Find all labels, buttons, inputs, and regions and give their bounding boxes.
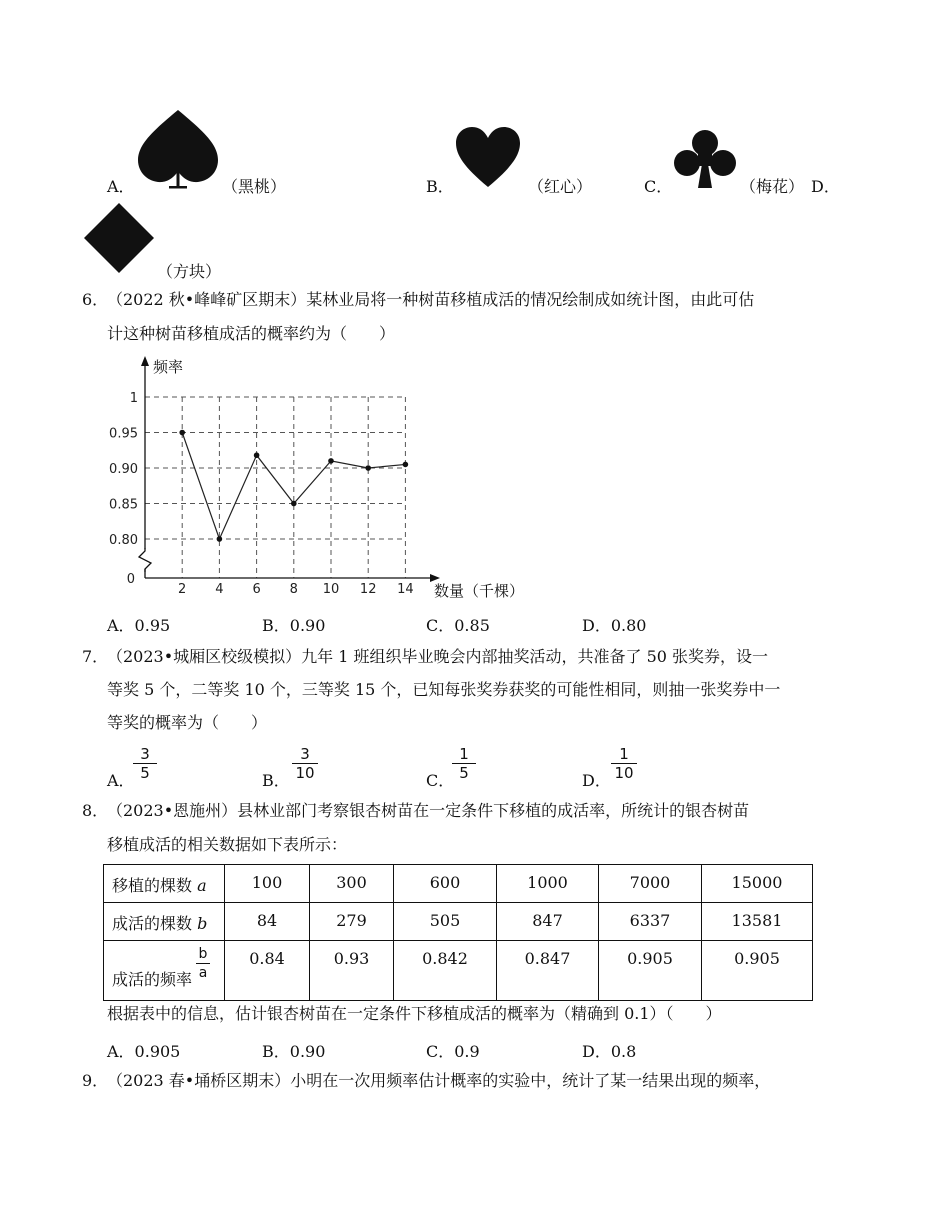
option-b-label: B． <box>426 177 454 196</box>
question-6-line-2: 计这种树苗移植成活的概率约为（ ） <box>107 324 396 343</box>
table-cell: 300 <box>310 865 394 903</box>
question-7-option-b-fraction <box>292 745 318 782</box>
table-cell: 0.842 <box>394 941 497 1001</box>
question-9-number: 9． <box>82 1071 109 1090</box>
x-tick-label: 14 <box>397 582 414 597</box>
question-8-option-b: B．0.90 <box>262 1042 326 1061</box>
table-row <box>104 865 813 903</box>
question-7-option-a-fraction <box>133 745 157 782</box>
table-cell: 0.905 <box>599 941 702 1001</box>
fraction-numerator: 1 <box>452 745 476 764</box>
y-tick-label: 0.95 <box>109 426 138 442</box>
table-header-cell <box>104 903 225 941</box>
y-tick-label: 0.90 <box>109 462 138 477</box>
y-tick-label: 0.85 <box>109 497 138 513</box>
heart-icon <box>454 125 522 189</box>
x-tick-label: 4 <box>215 582 224 597</box>
data-point <box>403 462 409 468</box>
table-cell: 15000 <box>702 865 813 903</box>
table-row <box>104 941 813 1001</box>
x-axis-arrow <box>430 574 440 582</box>
data-point <box>179 430 185 436</box>
data-point <box>365 465 371 471</box>
club-icon <box>672 128 738 190</box>
table-header-cell <box>104 941 225 1001</box>
question-8-line-1: （2023•恩施州）县林业部门考察银杏树苗在一定条件下移植的成活率，所统计的银杏树苗 <box>107 801 750 820</box>
x-tick-label: 2 <box>178 582 187 597</box>
x-tick-label: 10 <box>322 582 340 597</box>
question-8-number: 8． <box>82 801 109 820</box>
data-point <box>291 501 297 507</box>
option-c-text: （梅花） <box>740 177 805 196</box>
question-6-option-a: A．0.95 <box>107 616 171 635</box>
row-fraction <box>196 945 210 982</box>
option-d-text: （方块） <box>157 262 222 281</box>
question-6-number: 6． <box>82 290 109 309</box>
question-7-line-1: （2023•城厢区校级模拟）九年 1 班组织毕业晚会内部抽奖活动，共准备了 50 张奖券，设一 <box>107 647 769 666</box>
table-cell: 0.905 <box>702 941 813 1001</box>
table-cell: 0.84 <box>225 941 310 1001</box>
data-point <box>254 452 260 458</box>
y-tick-label: 1 <box>129 391 138 406</box>
fraction-denominator: 10 <box>295 764 315 782</box>
row-variable: a <box>197 876 207 895</box>
table-cell: 6337 <box>599 903 702 941</box>
row-label: 移植的棵数 <box>112 876 193 895</box>
table-cell: 100 <box>225 865 310 903</box>
y-tick-label: 0.80 <box>109 533 138 548</box>
y-axis-label: 频率 <box>153 358 184 376</box>
row-label: 成活的棵数 <box>112 914 193 933</box>
fraction-denominator: 10 <box>614 764 634 782</box>
option-c-label: C． <box>644 177 673 196</box>
question-7-option-a-label: A． <box>107 771 135 790</box>
fraction-denominator: a <box>198 965 208 981</box>
spade-icon <box>136 108 220 190</box>
option-a-text: （黑桃） <box>222 177 287 196</box>
frequency-line-chart <box>100 352 540 608</box>
question-8-option-c: C．0.9 <box>426 1042 480 1061</box>
question-7-option-c-fraction <box>452 745 476 782</box>
table-header-cell <box>104 865 225 903</box>
question-8-option-d: D．0.8 <box>582 1042 637 1061</box>
x-tick-label: 6 <box>252 582 261 597</box>
option-a-label: A． <box>107 177 135 196</box>
x-axis-label: 数量（千棵） <box>434 582 525 600</box>
option-b-text: （红心） <box>528 177 593 196</box>
survival-data-table <box>103 864 813 1001</box>
fraction-numerator: 3 <box>292 745 318 764</box>
row-variable: b <box>197 914 208 933</box>
question-8-after-table: 根据表中的信息，估计银杏树苗在一定条件下移植成活的概率为（精确到 0.1）（ ） <box>107 1004 722 1023</box>
question-6-option-b: B．0.90 <box>262 616 326 635</box>
table-cell: 279 <box>310 903 394 941</box>
option-d-label: D． <box>811 177 840 196</box>
question-9-line-1: （2023 春•埇桥区期末）小明在一次用频率估计概率的实验中，统计了某一结果出现的频率， <box>107 1071 771 1090</box>
question-7-option-c-label: C． <box>426 771 455 790</box>
question-7-line-3: 等奖的概率为（ ） <box>107 713 268 732</box>
question-7-option-d-fraction <box>611 745 637 782</box>
data-point <box>328 458 334 464</box>
table-cell: 0.93 <box>310 941 394 1001</box>
table-cell: 505 <box>394 903 497 941</box>
table-cell: 13581 <box>702 903 813 941</box>
fraction-numerator: b <box>196 945 210 964</box>
data-point <box>217 536 223 542</box>
fraction-denominator: 5 <box>140 764 150 782</box>
table-row <box>104 903 813 941</box>
question-7-option-d-label: D． <box>582 771 611 790</box>
fraction-numerator: 1 <box>611 745 637 764</box>
question-8-option-a: A．0.905 <box>107 1042 181 1061</box>
table-cell: 7000 <box>599 865 702 903</box>
x-tick-label: 12 <box>359 582 377 597</box>
fraction-denominator: 5 <box>459 764 469 782</box>
row-label: 成活的频率 <box>112 970 193 989</box>
question-7-number: 7． <box>82 647 109 666</box>
question-7-line-2: 等奖 5 个，二等奖 10 个，三等奖 15 个，已知每张奖券获奖的可能性相同，则抽一张奖券中一 <box>107 680 781 699</box>
table-cell: 84 <box>225 903 310 941</box>
question-6-option-d: D．0.80 <box>582 616 647 635</box>
question-7-option-b-label: B． <box>262 771 290 790</box>
table-cell: 847 <box>497 903 599 941</box>
x-tick-label: 8 <box>289 582 298 597</box>
axis-break-gap <box>139 549 151 569</box>
y-axis-arrow <box>141 356 149 366</box>
question-6-line-1: （2022 秋•峰峰矿区期末）某林业局将一种树苗移植成活的情况绘制成如统计图，由此可估 <box>107 290 755 309</box>
table-cell: 0.847 <box>497 941 599 1001</box>
diamond-icon <box>83 202 155 274</box>
table-cell: 1000 <box>497 865 599 903</box>
table-cell: 600 <box>394 865 497 903</box>
question-8-line-2: 移植成活的相关数据如下表所示： <box>107 835 348 854</box>
origin-label: 0 <box>126 572 135 587</box>
question-6-option-c: C．0.85 <box>426 616 490 635</box>
fraction-numerator: 3 <box>133 745 157 764</box>
